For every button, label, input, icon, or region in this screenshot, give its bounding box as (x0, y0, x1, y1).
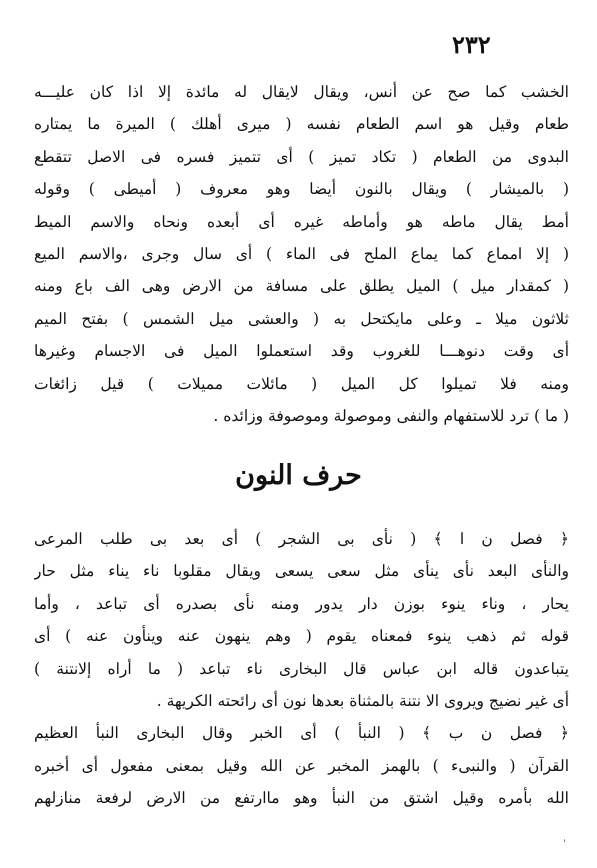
text-line: أى غير نضيج ويروى الا نتنة بالمثناة بعدها نون أى رائحته الكريهة . (156, 691, 569, 710)
text-line: والنأى البعد نأى ينأى مثل سعى يسعى ويقال مقلوبا ناء يناء مثل حار (34, 562, 569, 581)
text-line: الخشب كما صح عن أنس، ويقال لايقال له مائدة إلا اذا كان عليـــه (34, 83, 569, 101)
paragraph-top (34, 76, 569, 432)
text-line: ﴿ فصل ن ا ﴾ ( نأى بى الشجر ) أى بعد بى طلب المرعى (34, 530, 569, 548)
text-line: ثلاثون ميلا ـ وعلى مايكتحل به ( والعشى ميل الشمس ) بفتح الميم (34, 309, 569, 328)
margin-tick: ˈ (563, 838, 567, 851)
text-line: البدوى من الطعام ( تكاد تميز ) أى تتميز فسره فى الاصل تتقطع (34, 147, 569, 166)
text-line: الله بأمره وقيل اشتق من النبأ وهو ماارتفع من الارض لرفعة منازلهم (34, 789, 569, 808)
text-line: ( كمقدار ميل ) الميل يطلق على مسافة من الارض وهى الف باع ومنه (34, 277, 569, 296)
paragraph-bottom (34, 523, 569, 815)
text-line: طعام وقيل هو اسم الطعام نفسه ( ميرى أهلك ) الميرة ما يمتاره (34, 115, 569, 134)
text-line: قوله ثم ذهب ينوء فمعناه يقوم ( وهم ينهون عنه وينأون عنه ) أى (34, 627, 569, 646)
section-title: حرف النون (235, 460, 362, 491)
text-line: يحار ، وناء ينوء بوزن دار يدور ومنه نأى بصدره أى تباعد ، وأما (34, 594, 569, 613)
text-line: ( بالميشار ) ويقال بالنون أيضا وهو معروف ( أميطى ) وقوله (34, 180, 569, 199)
text-line: ومنه فلا تميلوا كل الميل ( مائلات مميلات ) قيل زائغات (34, 374, 569, 393)
text-line: أى وقت دنوهـــا للغروب وقد استعملوا الميل فى الاجسام وغيرها (34, 342, 569, 361)
text-line: أمط يقال ماطه هو وأماطه غيره أى أبعده ونحاه والاسم الميط (34, 212, 569, 231)
text-line: ( ما ) ترد للاستفهام والنفى وموصولة وموصوفة وزائده . (213, 406, 569, 425)
text-line: ( إلا امماع كما يماع الملح فى الماء ) أى سال وجرى ،والاسم الميع (34, 244, 569, 263)
page-number: ٢٣٢ (452, 30, 491, 59)
text-line: ﴿ فصل ن ب ﴾ ( النبأ ) أى الخبر وقال البخارى النبأ العظيم (34, 724, 569, 743)
text-line: القرآن ( والنبىء ) بالهمز المخبر عن الله وقيل بمعنى مفعول أى أخبره (34, 756, 569, 775)
text-line: يتباعدون قاله ابن عباس قال البخارى ناء تباعد ( ما أراه إلانتنة ) (34, 659, 569, 678)
